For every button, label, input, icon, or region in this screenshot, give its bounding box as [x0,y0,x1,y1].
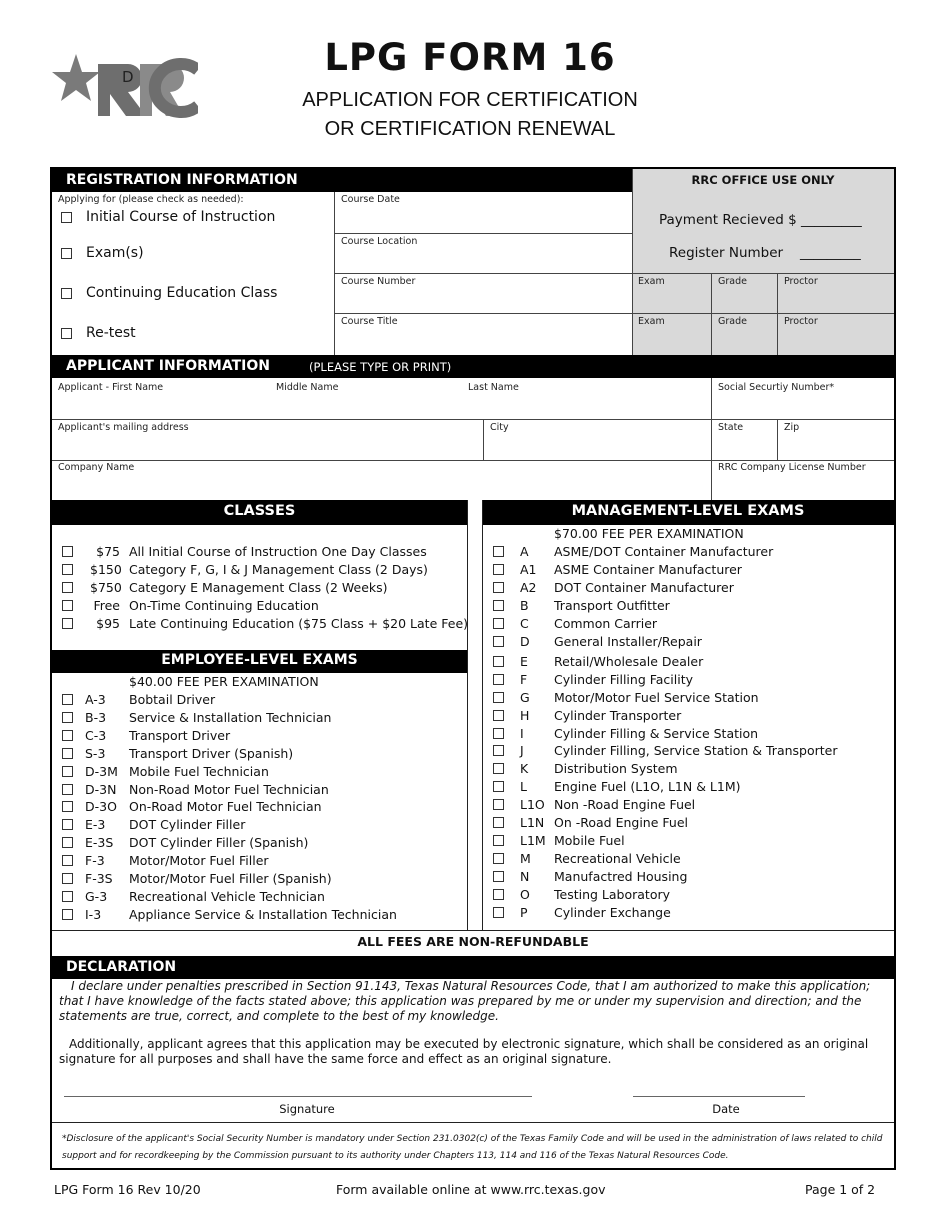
middle-name-label: Middle Name [276,382,339,393]
exam-row [493,814,873,832]
course-date-line [334,233,632,234]
exam-label: Bobtail Driver [129,692,216,707]
zip-divider [777,419,778,460]
exam-label: Cylinder Exchange [554,905,671,920]
exam-row [62,798,442,816]
office-heading: RRC OFFICE USE ONLY [691,173,835,187]
office-proctor-2: Proctor [784,316,818,327]
class-row [62,597,462,615]
class-price: $150 [90,562,122,577]
exam-code: L1O [520,797,545,813]
form-revision: LPG Form 16 Rev 10/20 [54,1182,201,1197]
exam-checkbox[interactable] [493,817,504,828]
mailing-address-label: Applicant's mailing address [58,422,189,433]
exam-checkbox[interactable] [62,784,73,795]
class-checkbox[interactable] [62,600,73,611]
office-grid-mid [632,313,894,314]
exam-code: D [520,633,530,649]
management-fee: $70.00 FEE PER EXAMINATION [554,526,744,541]
office-grid-v2 [777,273,778,355]
signature-line[interactable] [64,1096,532,1097]
exam-label: Retail/Wholesale Dealer [554,653,704,669]
office-grid-v1 [711,273,712,355]
exam-label: DOT Cylinder Filler (Spanish) [129,835,309,851]
exam-row [493,760,873,778]
option-initial-course: Initial Course of Instruction [86,209,276,225]
office-exam-2: Exam [638,316,665,327]
class-row [62,543,462,561]
exam-checkbox[interactable] [493,600,504,611]
course-location-label: Course Location [341,236,418,247]
course-number-label: Course Number [341,276,416,287]
exam-label: Transport Driver (Spanish) [129,745,294,761]
exam-code: D-3N [85,781,117,797]
exam-label: ASME/DOT Container Manufacturer [554,544,774,559]
checkbox-exams[interactable] [61,248,72,259]
name-line [52,419,894,420]
exam-label: On -Road Engine Fuel [554,815,688,831]
exam-checkbox[interactable] [62,748,73,759]
office-grade-1: Grade [718,276,747,287]
exam-row [493,707,873,725]
form-subtitle [290,86,650,144]
exam-row [62,727,442,745]
exam-label: Mobile Fuel Technician [129,763,269,779]
exam-code: O [520,887,530,903]
exam-label: Transport Outfitter [554,597,670,613]
exam-row [493,886,873,904]
exam-checkbox[interactable] [493,871,504,882]
exam-code: H [520,707,530,723]
exam-code: I [520,725,524,741]
exam-label: Cylinder Filling & Service Station [554,725,759,741]
class-label: All Initial Course of Instruction One Day Classes [129,544,427,559]
course-date-label: Course Date [341,194,400,205]
exam-code: D-3M [85,763,118,779]
office-proctor-1: Proctor [784,276,818,287]
register-number-label: Register Number [669,245,784,261]
employee-heading: EMPLOYEE-LEVEL EXAMS [161,652,358,668]
ssn-divider [711,378,712,500]
option-continuing-education: Continuing Education Class [86,285,278,301]
exam-label: Recreational Vehicle Technician [129,888,325,904]
exam-code: L1M [520,833,546,849]
exam-row [62,870,442,888]
exam-row [493,904,873,922]
exam-code: L [520,779,527,795]
exam-checkbox[interactable] [493,582,504,593]
exam-checkbox[interactable] [493,907,504,918]
exam-row [493,796,873,814]
city-label: City [490,422,509,433]
exam-checkbox[interactable] [62,837,73,848]
exam-label: Transport Driver [129,727,231,743]
office-use-area [632,169,894,355]
zip-label: Zip [784,422,800,433]
exam-row [62,816,442,834]
rrc-logo [52,50,198,118]
exam-checkbox[interactable] [493,728,504,739]
exam-checkbox[interactable] [62,855,73,866]
exam-row [493,850,873,868]
exam-row [493,597,873,615]
exam-code: I-3 [85,906,102,922]
exam-row [62,745,442,763]
exam-code: C-3 [85,727,107,743]
exam-row [62,888,442,906]
checkbox-continuing-education[interactable] [61,288,72,299]
exam-label: Cylinder Transporter [554,707,682,723]
exam-label: Manufactred Housing [554,869,688,885]
exam-checkbox[interactable] [493,692,504,703]
form-online-notice: Form available online at www.rrc.texas.gov [336,1182,606,1197]
class-price: $75 [96,544,120,559]
exam-checkbox[interactable] [62,730,73,741]
exam-row [62,763,442,781]
exam-checkbox[interactable] [493,889,504,900]
class-row [62,615,469,633]
classes-heading-bar [52,500,467,525]
exam-checkbox[interactable] [493,781,504,792]
employee-fee: $40.00 FEE PER EXAMINATION [129,674,319,689]
exam-checkbox[interactable] [493,835,504,846]
exam-checkbox[interactable] [62,766,73,777]
exam-row [62,852,442,870]
exam-label: Service & Installation Technician [129,709,332,725]
applicant-heading: APPLICANT INFORMATION [66,358,270,374]
class-row [62,561,462,579]
class-label: Late Continuing Education ($75 Class + $20 Late Fee) [129,616,469,631]
exam-checkbox[interactable] [62,694,73,705]
exam-label: Non-Road Motor Fuel Technician [129,781,329,797]
exam-row [62,906,442,924]
exam-row [493,778,873,796]
course-title-label: Course Title [341,316,398,327]
exam-checkbox[interactable] [493,710,504,721]
option-retest: Re-test [86,325,136,341]
exam-code: J [520,743,524,759]
registration-heading: REGISTRATION INFORMATION [66,172,298,188]
exam-code: N [520,869,530,885]
exam-checkbox[interactable] [493,564,504,575]
management-heading: MANAGEMENT-LEVEL EXAMS [571,503,805,519]
class-label: On-Time Continuing Education [129,598,319,613]
exam-code: B [520,597,529,613]
exam-code: P [520,905,528,920]
ssn-label: Social Securtiy Number* [718,382,835,393]
exam-label: Non -Road Engine Fuel [554,797,696,813]
exam-row [62,834,442,852]
exam-checkbox[interactable] [62,819,73,830]
column-divider-left [467,500,468,930]
exam-code: G [520,689,530,705]
exam-checkbox[interactable] [62,712,73,723]
non-refundable-notice: ALL FEES ARE NON-REFUNDABLE [357,934,589,949]
exam-checkbox[interactable] [62,801,73,812]
exam-row [62,709,442,727]
last-name-label: Last Name [468,382,519,393]
exam-label: Cylinder Filling Facility [554,671,694,687]
exam-label: Cylinder Filling, Service Station & Transporter [554,743,838,759]
exam-label: DOT Container Manufacturer [554,579,734,595]
office-grade-2: Grade [718,316,747,327]
exam-checkbox[interactable] [62,873,73,884]
exam-code: E-3 [85,817,106,833]
declaration-heading-bar [52,956,894,979]
date-line[interactable] [633,1096,805,1097]
exam-label: Appliance Service & Installation Technician [129,906,397,922]
address-line [52,460,894,461]
exam-label: Testing Laboratory [554,887,671,903]
exam-code: B-3 [85,709,107,725]
course-number-line [334,313,632,314]
exam-label: On-Road Motor Fuel Technician [129,799,322,815]
class-label: Category E Management Class (2 Weeks) [129,580,388,595]
exams-bottom-line [52,930,894,931]
exam-row [493,579,873,597]
exam-checkbox[interactable] [493,546,504,557]
page-number: Page 1 of 2 [805,1182,876,1197]
course-location-line [334,273,632,274]
exam-checkbox[interactable] [62,891,73,902]
exam-label: Distribution System [554,761,678,777]
exam-code: E-3S [85,835,114,851]
column-divider-right [482,500,483,930]
exam-label: Mobile Fuel [554,833,625,849]
office-divider [632,169,633,355]
exam-code: M [520,851,531,867]
class-row [62,579,462,597]
checkbox-retest[interactable] [61,328,72,339]
exam-label: Motor/Motor Fuel Filler [129,853,269,869]
exam-checkbox[interactable] [493,636,504,647]
exam-code: D-3O [85,799,117,815]
city-divider [483,419,484,460]
declaration-heading: DECLARATION [66,959,177,975]
exam-label: Engine Fuel (L1O, L1N & L1M) [554,779,741,795]
exam-row [493,615,873,633]
exam-code: A [520,544,529,559]
subtitle-line-1: APPLICATION FOR CERTIFICATION [302,89,638,111]
exam-code: F [520,671,528,687]
registration-heading-bar [52,169,632,192]
first-name-label: Applicant - First Name [58,382,164,393]
exam-checkbox[interactable] [493,745,504,756]
svg-text:D: D [122,68,134,86]
exam-code: A2 [520,579,537,595]
exam-row [493,671,873,689]
exam-code: G-3 [85,888,108,904]
form-title: LPG FORM 16 [324,36,616,79]
exam-row [493,832,873,850]
class-checkbox[interactable] [62,564,73,575]
exam-code: A1 [520,561,537,577]
office-exam-1: Exam [638,276,665,287]
declaration-paragraph-1: I declare under penalties prescribed in Section 91.143, Texas Natural Resources Code, that I am authorized to make this application; that I have knowledge of the facts stated above; this application was prepared by me or under my supervision and direction; and the statements are true, correct, and complete to the best of my knowledge. [59,979,871,1023]
exam-code: F-3 [85,853,105,869]
exam-label: Common Carrier [554,615,658,631]
checkbox-initial-course[interactable] [61,212,72,223]
exam-code: C [520,615,529,631]
exam-checkbox[interactable] [493,853,504,864]
exam-code: K [520,761,529,777]
declaration-paragraph-2: Additionally, applicant agrees that this application may be executed by electronic signature, which shall be considered as an original signature for all purposes and shall have the same force and effect as an original signature. [59,1037,869,1066]
exam-checkbox[interactable] [493,763,504,774]
applicant-heading-note: (PLEASE TYPE OR PRINT) [309,360,452,374]
exam-row [493,543,873,561]
class-checkbox[interactable] [62,546,73,557]
date-label: Date [712,1102,740,1116]
signature-label: Signature [279,1102,335,1116]
office-grid-top [632,273,894,274]
exam-row [62,691,442,709]
exam-checkbox[interactable] [62,909,73,920]
exam-label: Motor/Motor Fuel Filler (Spanish) [129,871,332,886]
class-label: Category F, G, I & J Management Class (2 Days) [129,562,428,577]
exam-row [493,653,873,671]
exam-label: Recreational Vehicle [554,851,681,867]
applicant-heading-bar [52,355,894,378]
classes-heading: CLASSES [223,503,296,519]
class-price: Free [93,598,120,613]
exam-row [493,742,873,760]
class-checkbox[interactable] [62,582,73,593]
applying-for-label: Applying for (please check as needed): [58,194,244,205]
register-number-blank: _________ [800,245,861,261]
exam-checkbox[interactable] [493,618,504,629]
exam-code: A-3 [85,692,106,707]
license-number-label: RRC Company License Number [718,462,866,473]
exam-checkbox[interactable] [493,674,504,685]
exam-row [493,689,873,707]
class-checkbox[interactable] [62,618,73,629]
exam-label: Motor/Motor Fuel Service Station [554,689,759,705]
disclosure-top-line [52,1122,894,1123]
exam-checkbox[interactable] [493,656,504,667]
ssn-disclosure: *Disclosure of the applicant's Social Security Number is mandatory under Section 231.0302(c) of the Texas Family Code and will be used in the administration of laws related to child support and for recordkeeping by the Commission pursuant to its authority under Chapters 113, 114 and 116 of the Texas Natural Resources Code. [62,1134,883,1161]
exam-code: L1N [520,815,545,831]
exam-row [493,633,873,651]
subtitle-line-2: OR CERTIFICATION RENEWAL [324,118,616,140]
exam-code: E [520,653,528,669]
exam-row [493,725,873,743]
exam-row [493,561,873,579]
class-price: $750 [90,580,122,595]
exam-code: S-3 [85,745,106,761]
exam-row [62,781,442,799]
exam-row [493,868,873,886]
management-heading-bar [482,500,894,525]
state-label: State [718,422,744,433]
payment-received: Payment Recieved $ _________ [659,212,862,228]
exam-label: DOT Cylinder Filler [129,817,246,833]
exam-label: ASME Container Manufacturer [554,561,742,577]
option-exams: Exam(s) [86,245,144,261]
exam-checkbox[interactable] [493,799,504,810]
employee-heading-bar [52,650,467,673]
class-price: $95 [96,616,120,631]
exam-label: General Installer/Repair [554,633,702,649]
company-name-label: Company Name [58,462,135,473]
exam-code: F-3S [85,871,113,886]
